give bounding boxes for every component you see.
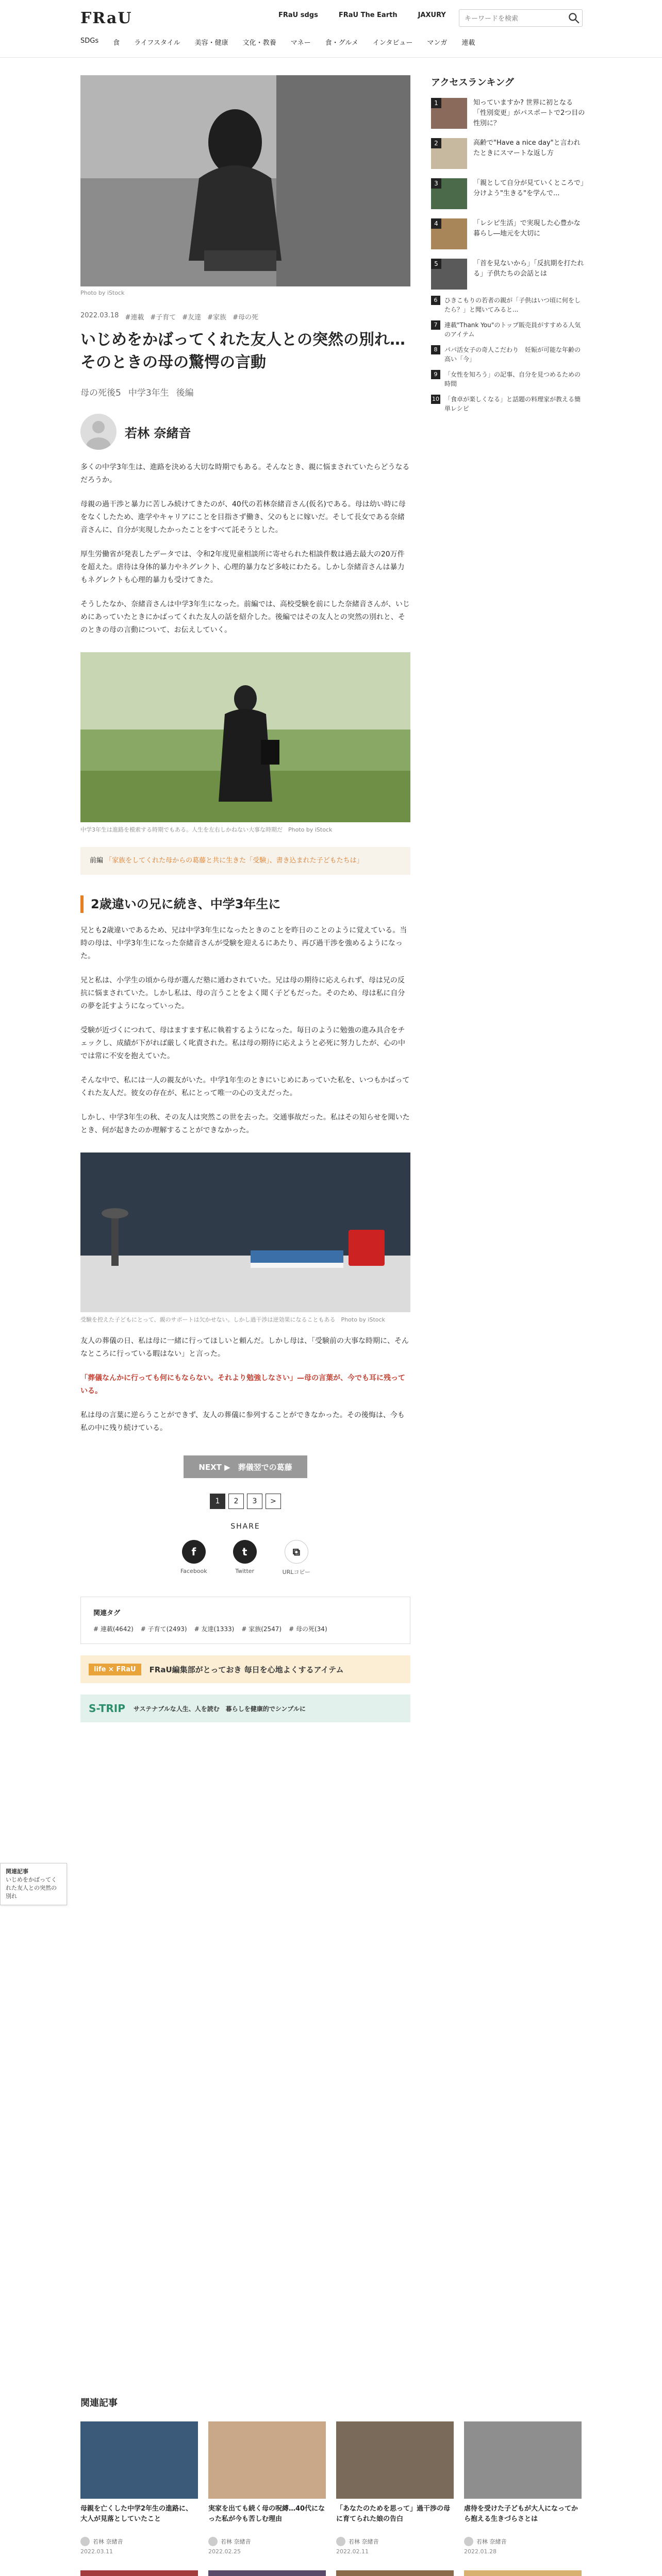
related-card[interactable] bbox=[208, 2421, 326, 2555]
author-avatar-icon bbox=[80, 2537, 90, 2546]
article-meta bbox=[80, 312, 410, 321]
related-card[interactable] bbox=[80, 2421, 198, 2555]
banner-text: サステナブルな人生、人を読む 暮らしを健康的でシンプルに bbox=[133, 1705, 306, 1713]
nav-item[interactable]: 連載 bbox=[461, 39, 475, 47]
next-page-button[interactable]: NEXT ▶ 葬儀翌での葛藤 bbox=[184, 1455, 307, 1478]
banner-logo: S-TRIP bbox=[89, 1702, 125, 1715]
ranking-number: 4 bbox=[431, 218, 441, 229]
ranking-number: 1 bbox=[431, 98, 441, 108]
related-card-image bbox=[336, 2421, 454, 2499]
sidebar bbox=[431, 75, 586, 413]
related-grid bbox=[80, 2421, 582, 2576]
tag-link[interactable]: #連載 bbox=[125, 314, 144, 321]
nav-item[interactable]: 食 bbox=[113, 39, 120, 47]
avatar bbox=[80, 414, 117, 450]
ranking-number: 8 bbox=[431, 345, 440, 354]
article-date: 2022.03.18 bbox=[80, 312, 119, 319]
author-avatar-icon bbox=[208, 2537, 218, 2546]
related-articles bbox=[80, 2396, 582, 2576]
ranking-item[interactable] bbox=[431, 259, 586, 290]
share-twitter[interactable] bbox=[233, 1540, 257, 1576]
paragraph: 友人の葬儀の日、私は母に一緒に行ってほしいと頼んだ。しかし母は、「受験前の大事な時期に、そんなところに行っている暇はない」と言った。 bbox=[80, 1337, 409, 1358]
floating-related-text: いじめをかばってくれた友人との突然の別れ bbox=[6, 1876, 57, 1900]
author-avatar-icon bbox=[336, 2537, 345, 2546]
related-card-image bbox=[464, 2421, 582, 2499]
tag-link[interactable]: #家族 bbox=[207, 314, 227, 321]
related-card[interactable] bbox=[336, 2570, 454, 2576]
paragraph: 私は母の言葉に逆らうことができず、友人の葬儀に参列することができなかった。その後悔は、今も私の中に残り続けている。 bbox=[80, 1411, 405, 1432]
paragraph: 兄とも2歳違いであるため、兄は中学3年生になったときのことを昨日のことのように覚えている。当時の母は、中学3年生になった奈緒音さんが受験を迎えるにあたり、再び過干渉を強めるようになった。 bbox=[80, 926, 407, 960]
ranking-item-title: パパ活女子の奇人こだわり 妊娠が可能な年齢の高い「今」 bbox=[444, 346, 581, 363]
ranking-item-small[interactable] bbox=[431, 395, 586, 413]
share-facebook[interactable] bbox=[180, 1540, 207, 1576]
paragraph: そうしたなか、奈緒音さんは中学3年生になった。前編では、高校受験を前にした奈緒音さんが、いじめにあっていたときにかばってくれた友人の話を紹介した。後編ではその友人との突然の別れと、そのときの母の言動について、お伝えしていく。 bbox=[80, 600, 410, 634]
page-link[interactable]: 3 bbox=[247, 1494, 262, 1509]
nav-item[interactable]: SDGs bbox=[80, 37, 99, 45]
page-link[interactable]: 1 bbox=[210, 1494, 225, 1509]
ranking-item-title: 「食卓が楽しくなる」と話題の料理家が教える簡単レシピ bbox=[444, 396, 581, 412]
related-card-date: 2022.02.25 bbox=[208, 2548, 241, 2555]
ranking-item-small[interactable] bbox=[431, 296, 586, 314]
banner-life-frau[interactable] bbox=[80, 1655, 410, 1683]
ranking-item-small[interactable] bbox=[431, 345, 586, 364]
ranking-item[interactable] bbox=[431, 138, 586, 169]
ranking-item-small[interactable] bbox=[431, 320, 586, 339]
related-card-date: 2022.03.11 bbox=[80, 2548, 113, 2555]
facebook-icon: f bbox=[182, 1540, 206, 1564]
related-card[interactable] bbox=[464, 2421, 582, 2555]
paragraph: そんな中で、私には一人の親友がいた。中学1年生のときにいじめにあっていた私を、いつもかばってくれた友人だ。彼女の存在が、私にとって唯一の心の支えだった。 bbox=[80, 1076, 410, 1097]
related-card-image bbox=[208, 2421, 326, 2499]
share-buttons bbox=[80, 1540, 410, 1576]
ranking-item[interactable] bbox=[431, 98, 586, 129]
top-links bbox=[278, 11, 446, 19]
inline-related-prefix: 前編 bbox=[90, 857, 104, 865]
series-label: 母の死後5 bbox=[80, 388, 121, 398]
related-card-title: 「あなたのためを思って」過干渉の母に育てられた娘の告白 bbox=[336, 2505, 451, 2523]
tag-link[interactable]: #子育て bbox=[150, 314, 176, 321]
floating-related-widget[interactable] bbox=[0, 1863, 67, 1905]
related-card[interactable] bbox=[464, 2570, 582, 2576]
ranking-number: 6 bbox=[431, 296, 440, 305]
related-card[interactable] bbox=[208, 2570, 326, 2576]
banner-logo: life × FRaU bbox=[89, 1664, 141, 1675]
article bbox=[80, 75, 410, 1722]
page-next-link[interactable]: > bbox=[266, 1494, 281, 1509]
share-copy-url[interactable] bbox=[283, 1540, 310, 1576]
related-card-author bbox=[208, 2537, 326, 2546]
paragraph: 厚生労働省が発表したデータでは、令和2年度児童相談所に寄せられた相談件数は過去最大の20万件を超えた。虐待は身体的暴力やネグレクト、心理的暴力など多岐にわたる。しかし奈緒音さんは暴力もネグレクトも心理的暴力も受けてきた。 bbox=[80, 550, 405, 584]
ranking-item[interactable] bbox=[431, 218, 586, 249]
ranking-thumb bbox=[431, 218, 467, 249]
related-card-author-name: 若林 奈緒音 bbox=[476, 2538, 507, 2545]
banner-s-trip[interactable] bbox=[80, 1694, 410, 1722]
related-tag[interactable]: # 母の死(34) bbox=[289, 1625, 327, 1633]
ranking-item-title: ひきこもりの若者の親が「子供はいつ頃に何をしたら？」と聞いてみると... bbox=[444, 297, 581, 313]
tag-link[interactable]: #母の死 bbox=[233, 314, 258, 321]
main-nav bbox=[80, 37, 475, 47]
ranking-title: アクセスランキング bbox=[431, 77, 514, 88]
ranking-thumb bbox=[431, 259, 467, 290]
toplink-sdgs[interactable]: FRaU sdgs bbox=[278, 11, 318, 19]
series-labels bbox=[80, 385, 410, 398]
paragraph: 兄と私は、小学生の頃から母が選んだ塾に通わされていた。兄は母の期待に応えられず、母は兄の反抗に悩まされていた。しかし私は、母の言うことをよく聞く子どもだった。そのため、母は私に自分の夢を託すようになっていった。 bbox=[80, 976, 405, 1010]
ranking-number: 7 bbox=[431, 320, 440, 330]
ranking-item-title: 高齢で"Have a nice day"と言われたときにスマートな返し方 bbox=[473, 139, 581, 157]
ranking-number: 10 bbox=[431, 395, 440, 404]
pagination bbox=[80, 1494, 410, 1509]
ranking-item-small[interactable] bbox=[431, 370, 586, 388]
toplink-earth[interactable]: FRaU The Earth bbox=[338, 11, 398, 19]
search-input[interactable] bbox=[459, 9, 583, 27]
ranking-item-title: 「レシピ生活」で実現した心豊かな暮らし―地元を大切に bbox=[473, 219, 581, 238]
related-card-image bbox=[80, 2570, 198, 2576]
related-card-author bbox=[80, 2537, 198, 2546]
related-card-date: 2022.02.11 bbox=[336, 2548, 369, 2555]
related-card-date: 2022.01.28 bbox=[464, 2548, 496, 2555]
photo-caption: 中学3年生は進路を模索する時期でもある。人生を左右しかねない大事な時期だ Photo by iStock bbox=[80, 826, 333, 833]
nav-item[interactable]: ライフスタイル bbox=[134, 39, 180, 47]
nav-item[interactable]: インタビュー bbox=[372, 39, 413, 47]
related-card-image bbox=[464, 2570, 582, 2576]
related-card-image bbox=[80, 2421, 198, 2499]
share-label: Facebook bbox=[180, 1568, 207, 1574]
floating-related-label: 関連記事 bbox=[6, 1868, 28, 1875]
ranking-item-title: 「親として自分が見ていくところで」分けよう"生きる"を学んで... bbox=[473, 179, 584, 197]
toplink-jaxury[interactable]: JAXURY bbox=[418, 11, 446, 19]
site-logo[interactable]: FRaU bbox=[80, 9, 133, 27]
related-card-author bbox=[464, 2537, 582, 2546]
site-header bbox=[0, 0, 662, 58]
ranking-item-title: 知っていますか? 世界に初となる「性別変更」がパスポートで2つ目の性別に？ bbox=[473, 99, 585, 127]
author-avatar-icon bbox=[464, 2537, 473, 2546]
ranking-item-title: 「首を見ないから」「反抗期を打たれる」子供たちの会話とは bbox=[473, 260, 584, 278]
related-card-author-name: 若林 奈緒音 bbox=[93, 2538, 123, 2545]
search-icon[interactable] bbox=[567, 11, 581, 25]
paragraph-emphasis: 「葬儀なんかに行っても何にもならない。それより勉強しなさい」—母の言葉が、今でも耳に残っている。 bbox=[80, 1374, 405, 1395]
related-card-title: 虐待を受けた子どもが大人になってから抱える生きづらさとは bbox=[464, 2505, 578, 2523]
related-tag[interactable]: # 友達(1333) bbox=[194, 1625, 235, 1633]
twitter-icon: t bbox=[233, 1540, 257, 1564]
photo-caption: 受験を控えた子どもにとって、親のサポートは欠かせない。しかし過干渉は逆効果になることもある Photo by iStock bbox=[80, 1316, 385, 1323]
ranking-item-title: 「女性を知ろう」の記事、自分を見つめるための時間 bbox=[444, 371, 581, 387]
hero-image bbox=[80, 75, 410, 286]
section-heading: 2歳違いの兄に続き、中学3年生に bbox=[80, 895, 410, 913]
page-link[interactable]: 2 bbox=[228, 1494, 244, 1509]
ranking-number: 9 bbox=[431, 370, 440, 379]
author-name: 若林 奈緒音 bbox=[125, 426, 191, 440]
nav-item[interactable]: 食・グルメ bbox=[325, 39, 358, 47]
tag-link[interactable]: #友達 bbox=[182, 314, 202, 321]
share-title: SHARE bbox=[230, 1522, 260, 1531]
article-photo-student bbox=[80, 652, 410, 822]
related-tag[interactable]: # 連載(4642) bbox=[93, 1625, 134, 1633]
article-title: いじめをかばってくれた友人との突然の別れ…そのときの母の驚愕の言動 bbox=[80, 331, 405, 371]
ranking-number: 5 bbox=[431, 259, 441, 269]
ranking-item[interactable] bbox=[431, 178, 586, 209]
series-label: 後編 bbox=[176, 388, 194, 398]
link-icon: ⧉ bbox=[285, 1540, 308, 1564]
related-card-author-name: 若林 奈緒音 bbox=[221, 2538, 251, 2545]
ranking-number: 2 bbox=[431, 138, 441, 148]
related-card[interactable] bbox=[80, 2570, 198, 2576]
share-label: URLコピー bbox=[282, 1569, 311, 1575]
ranking-thumb bbox=[431, 178, 467, 209]
related-title: 関連記事 bbox=[80, 2398, 118, 2409]
related-card-author-name: 若林 奈緒音 bbox=[349, 2538, 379, 2545]
hero-caption: Photo by iStock bbox=[80, 290, 125, 296]
inline-related-title[interactable]: 「家族をしてくれた母からの葛藤と共に生きた「受験」、書き込まれた子どもたちは」 bbox=[105, 857, 363, 865]
related-tag[interactable]: # 家族(2547) bbox=[241, 1625, 282, 1633]
banner-text: FRaU編集部がとっておき 毎日を心地よくするアイテム bbox=[149, 1665, 344, 1674]
ranking-item-title: 連載"Thank You"のトップ販売員がすすめる人気のアイテム bbox=[444, 321, 581, 338]
related-card[interactable] bbox=[336, 2421, 454, 2555]
related-card-author bbox=[336, 2537, 454, 2546]
related-tags-box bbox=[80, 1597, 410, 1644]
related-card-title: 母親を亡くした中学2年生の進路に、大人が見落としていたこと bbox=[80, 2505, 193, 2523]
hero-illustration bbox=[80, 75, 410, 286]
nav-item[interactable]: 美容・健康 bbox=[194, 39, 228, 47]
author-block[interactable] bbox=[80, 414, 410, 450]
related-tag[interactable]: # 子育て(2493) bbox=[140, 1625, 187, 1633]
paragraph: 受験が近づくにつれて、母はますます私に執着するようになった。毎日のように勉強の進み具合をチェックし、成績が下がれば厳しく叱責された。私は母の期待に応えようと必死に努力したが、心の中では常に不安を抱えていた。 bbox=[80, 1026, 405, 1060]
paragraph: しかし、中学3年生の秋、その友人は突然この世を去った。交通事故だった。私はその知らせを聞いたとき、何が起きたのか理解することができなかった。 bbox=[80, 1113, 410, 1134]
nav-item[interactable]: マネー bbox=[290, 39, 311, 47]
related-tags bbox=[93, 1624, 398, 1633]
series-label: 中学3年生 bbox=[128, 388, 169, 398]
ranking-number: 3 bbox=[431, 178, 441, 189]
related-card-title: 実家を出ても続く母の呪縛…40代になった私が今も苦しむ理由 bbox=[208, 2505, 325, 2523]
ranking-thumb bbox=[431, 138, 467, 169]
inline-related-link[interactable] bbox=[80, 847, 410, 875]
ranking-thumb bbox=[431, 98, 467, 129]
related-card-image bbox=[208, 2570, 326, 2576]
related-tags-title: 関連タグ bbox=[93, 1609, 121, 1617]
article-photo-desk bbox=[80, 1153, 410, 1312]
nav-item[interactable]: 文化・教養 bbox=[242, 39, 276, 47]
paragraph: 多くの中学3年生は、進路を決める大切な時期でもある。そんなとき、親に悩まされていたらどうなるだろうか。 bbox=[80, 463, 410, 484]
paragraph: 母親の過干渉と暴力に苦しみ続けてきたのが、40代の若林奈緒音さん(仮名)である。母は幼い時に母をなくしたため、進学やキャリアにことを目指さず働き、父のもとに嫁いだ。そして長女である奈緒音さんに、自分が実現したかったことをすべて託そうとした。 bbox=[80, 500, 406, 534]
share-label: Twitter bbox=[235, 1568, 255, 1574]
nav-item[interactable]: マンガ bbox=[427, 39, 448, 47]
related-card-image bbox=[336, 2570, 454, 2576]
